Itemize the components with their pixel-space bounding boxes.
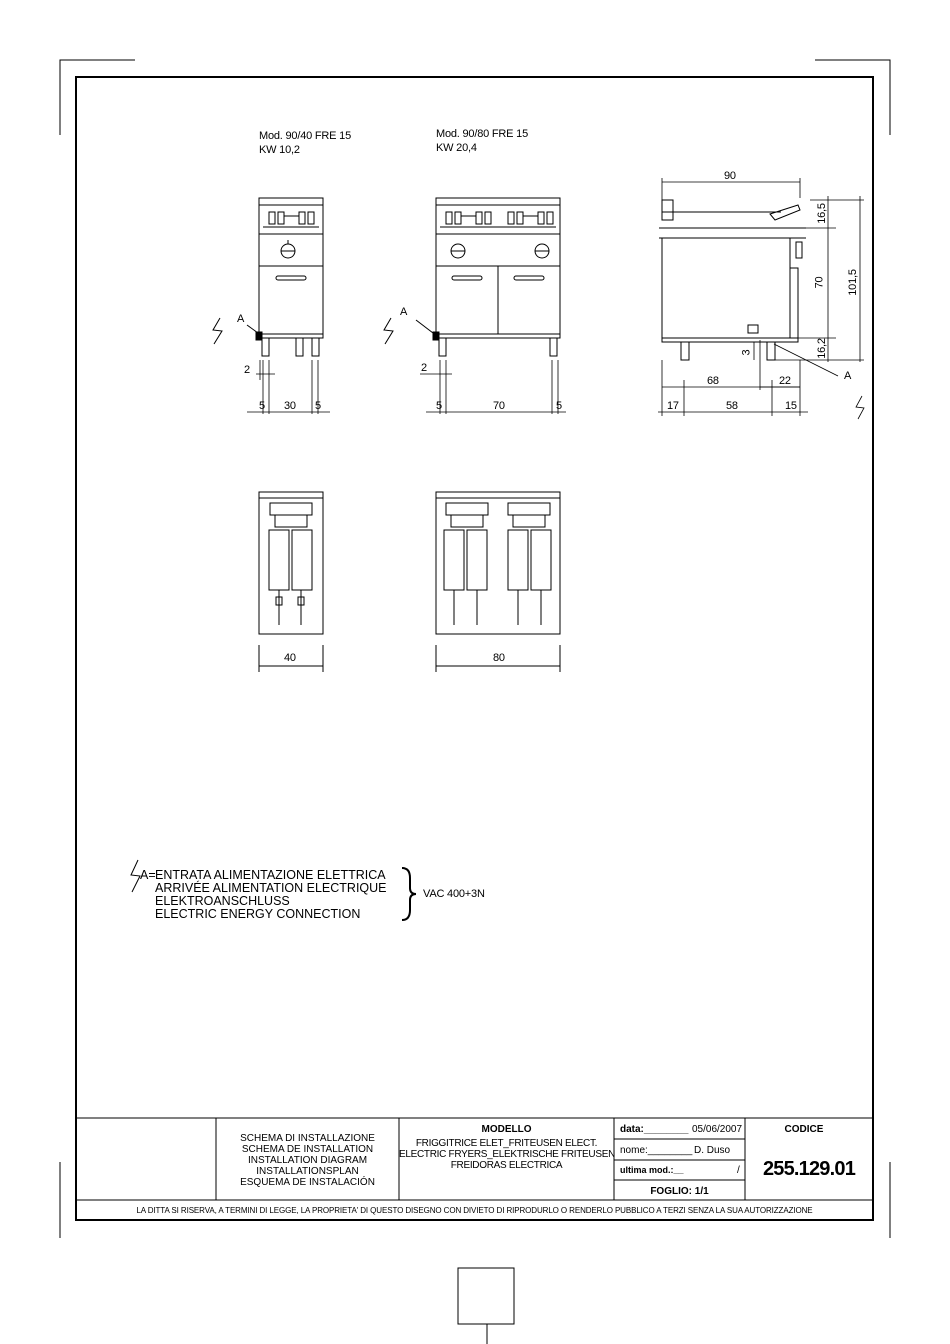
model-1-name: Mod. 90/40 FRE 15 bbox=[259, 130, 351, 142]
dim-label: 70 bbox=[813, 276, 826, 289]
modello-description: FRIGGITRICE ELET_FRITEUSEN ELECT. ELECTRIC FRYERS_ELEKTRISCHE FRITEUSEN FREIDORAS ELECTRICA bbox=[399, 1138, 615, 1171]
dim-label: 30 bbox=[284, 400, 296, 412]
nome-value: D. Duso bbox=[694, 1145, 731, 1156]
schema-title: SCHEMA DI INSTALLAZIONE SCHEMA DE INSTALLATION INSTALLATION DIAGRAM INSTALLATIONSPLAN ESQUEMA DE INSTALACIÓN bbox=[240, 1133, 375, 1188]
dim-label: 68 bbox=[707, 375, 719, 387]
side-view-dims bbox=[658, 178, 864, 419]
dim-label: 16,5 bbox=[815, 203, 828, 224]
crop-marks bbox=[60, 60, 890, 1238]
foglio: FOGLIO: 1/1 bbox=[650, 1186, 709, 1197]
codice-label: CODICE bbox=[784, 1124, 824, 1135]
codice-value: 255.129.01 bbox=[762, 1158, 856, 1180]
legend-power-symbol bbox=[131, 860, 140, 892]
dim-label: 58 bbox=[726, 400, 738, 412]
marker-label: A bbox=[400, 306, 408, 318]
dim-label: 40 bbox=[284, 652, 296, 664]
side-view bbox=[659, 200, 806, 360]
dim-label: 101,5 bbox=[846, 269, 859, 296]
ultima-mod-value: / bbox=[737, 1165, 740, 1176]
marker-label: A bbox=[237, 313, 245, 325]
dim-label: 5 bbox=[315, 400, 321, 412]
modello-label: MODELLO bbox=[481, 1124, 532, 1135]
front-view-model-40 bbox=[256, 198, 323, 356]
model-2-power: KW 20,4 bbox=[436, 142, 477, 154]
dim-label: 17 bbox=[667, 400, 679, 412]
drawing-frame bbox=[76, 77, 873, 1220]
legend-line: ELEKTROANSCHLUSS bbox=[155, 894, 290, 908]
dim-label: 3 bbox=[740, 349, 753, 356]
legend-brace bbox=[402, 868, 416, 920]
plan-view-model-40 bbox=[259, 492, 323, 672]
legend-line: ENTRATA ALIMENTAZIONE ELETTRICA bbox=[155, 868, 386, 882]
dim-label: 2 bbox=[244, 364, 250, 376]
plan-view-model-80 bbox=[436, 492, 560, 672]
dim-label: 70 bbox=[493, 400, 505, 412]
legend-line: ARRIVÉE ALIMENTATION ELECTRIQUE bbox=[155, 881, 387, 895]
dim-label: 16,2 bbox=[815, 338, 828, 359]
model-2-name: Mod. 90/80 FRE 15 bbox=[436, 128, 528, 140]
copyright-footer: LA DITTA SI RISERVA, A TERMINI DI LEGGE, LA PROPRIETA' DI QUESTO DISEGNO CON DIVIETO DI RIPRODURLO O RENDERLO PUBBLICO A TERZI SENZA LA SUA AUTORIZZAZIONE bbox=[136, 1206, 813, 1215]
data-value: 05/06/2007 bbox=[692, 1124, 743, 1135]
dim-label: 2 bbox=[421, 362, 427, 374]
power-marker-2 bbox=[384, 318, 433, 344]
dim-label: 90 bbox=[724, 170, 736, 182]
legend-prefix: A= bbox=[140, 868, 156, 882]
model-1-power: KW 10,2 bbox=[259, 144, 300, 156]
dim-label: 22 bbox=[779, 375, 791, 387]
legend-voltage: VAC 400+3N bbox=[423, 888, 485, 900]
dim-label: 15 bbox=[785, 400, 797, 412]
data-label: data:________ bbox=[620, 1124, 689, 1135]
marker-label: A bbox=[844, 370, 852, 382]
front-view-model-80 bbox=[433, 198, 560, 356]
dim-label: 5 bbox=[436, 400, 442, 412]
dim-label: 80 bbox=[493, 652, 505, 664]
ultima-mod-label: ultima mod.:__ bbox=[620, 1165, 684, 1175]
binding-tab bbox=[458, 1268, 514, 1344]
power-marker-1 bbox=[213, 318, 258, 344]
legend-line: ELECTRIC ENERGY CONNECTION bbox=[155, 907, 361, 921]
dim-label: 5 bbox=[259, 400, 265, 412]
nome-label: nome:________ bbox=[620, 1145, 693, 1156]
dim-label: 5 bbox=[556, 400, 562, 412]
